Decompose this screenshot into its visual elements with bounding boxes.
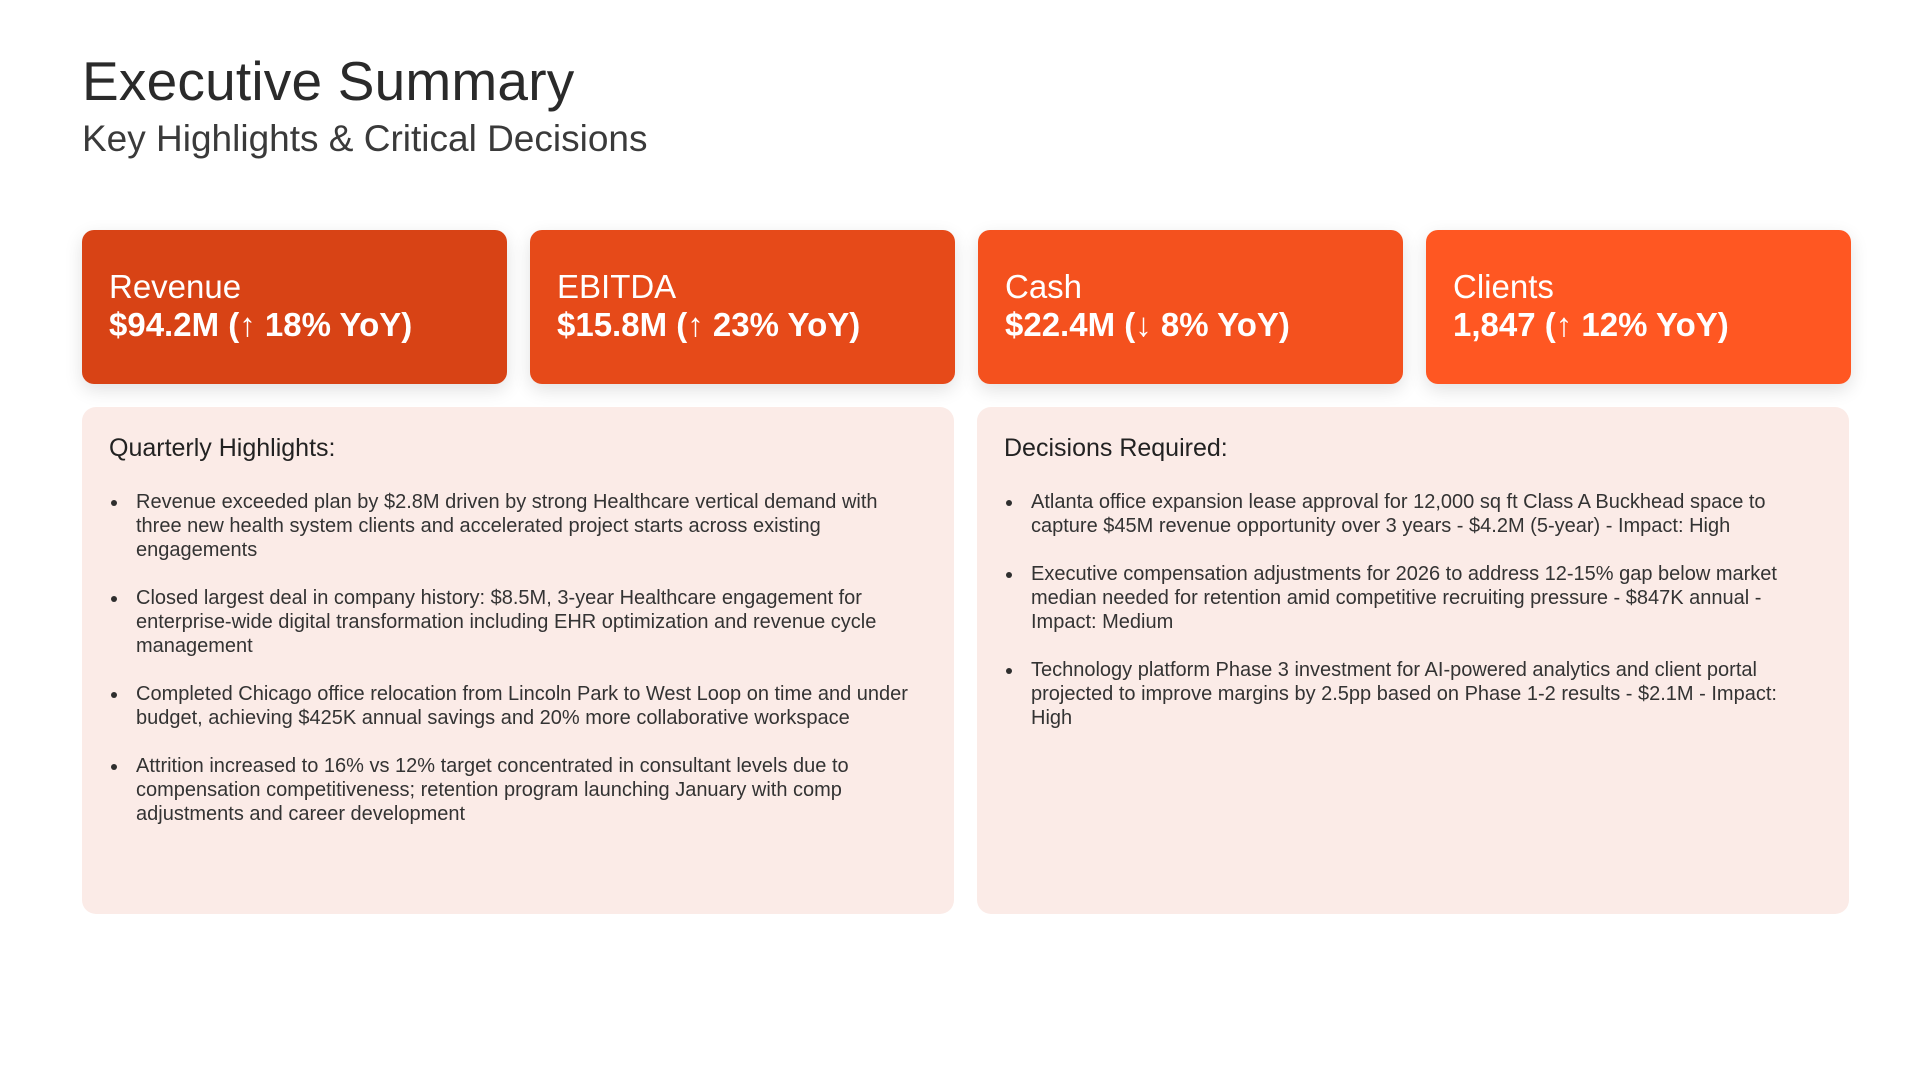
bullet-icon [111,764,117,770]
list-item-text: Attrition increased to 16% vs 12% target concentrated in consultant levels due to compensation competitiveness; retention program launching January with comp adjustments and career development [136,755,849,826]
panel-title: Quarterly Highlights: [109,433,336,462]
list-item-text: Executive compensation adjustments for 2026 to address 12-15% gap below market median needed for retention amid competitive recruiting pressure - $847K annual - Impact: Medium [1031,563,1777,634]
panel-title: Decisions Required: [1004,433,1228,462]
page-subtitle: Key Highlights & Critical Decisions [82,118,648,160]
list-item-text: Atlanta office expansion lease approval for 12,000 sq ft Class A Buckhead space to capture $45M revenue opportunity over 3 years - $4.2M (5-year) - Impact: High [1031,491,1766,538]
list-item [109,754,927,826]
list-item-text: Revenue exceeded plan by $2.8M driven by strong Healthcare vertical demand with three new health system clients and accelerated project starts across existing engagements [136,491,878,562]
content-panels [82,407,1838,914]
bullet-icon [1006,668,1012,674]
kpi-value: $94.2M (↑ 18% YoY) [109,305,413,343]
list-item [109,586,927,658]
kpi-label: EBITDA [557,267,677,305]
kpi-value: 1,847 (↑ 12% YoY) [1453,305,1729,343]
highlights-list [109,490,927,826]
list-item [1004,562,1822,634]
list-item-text: Technology platform Phase 3 investment for AI-powered analytics and client portal projected to improve margins by 2.5pp based on Phase 1-2 results - $2.1M - Impact: High [1031,659,1777,730]
decisions-required-panel [977,407,1849,914]
list-item [109,490,927,562]
kpi-card-cash [978,230,1403,384]
kpi-value: $22.4M (↓ 8% YoY) [1005,305,1290,343]
kpi-label: Clients [1453,267,1554,305]
kpi-card-revenue [82,230,507,384]
bullet-icon [1006,500,1012,506]
list-item-text: Completed Chicago office relocation from Lincoln Park to West Loop on time and under budget, achieving $425K annual savings and 20% more collaborative workspace [136,683,908,730]
kpi-value: $15.8M (↑ 23% YoY) [557,305,861,343]
list-item [1004,490,1822,538]
kpi-card-clients [1426,230,1851,384]
bullet-icon [1006,572,1012,578]
list-item-text: Closed largest deal in company history: $8.5M, 3-year Healthcare engagement for enterprise-wide digital transformation including EHR optimization and revenue cycle management [136,587,877,658]
bullet-icon [111,500,117,506]
kpi-card-ebitda [530,230,955,384]
kpi-row [82,230,1838,384]
kpi-label: Revenue [109,267,242,305]
quarterly-highlights-panel [82,407,954,914]
list-item [1004,658,1822,730]
bullet-icon [111,596,117,602]
decisions-list [1004,490,1822,730]
kpi-label: Cash [1005,267,1083,305]
page-title: Executive Summary [82,50,575,112]
bullet-icon [111,692,117,698]
list-item [109,682,927,730]
